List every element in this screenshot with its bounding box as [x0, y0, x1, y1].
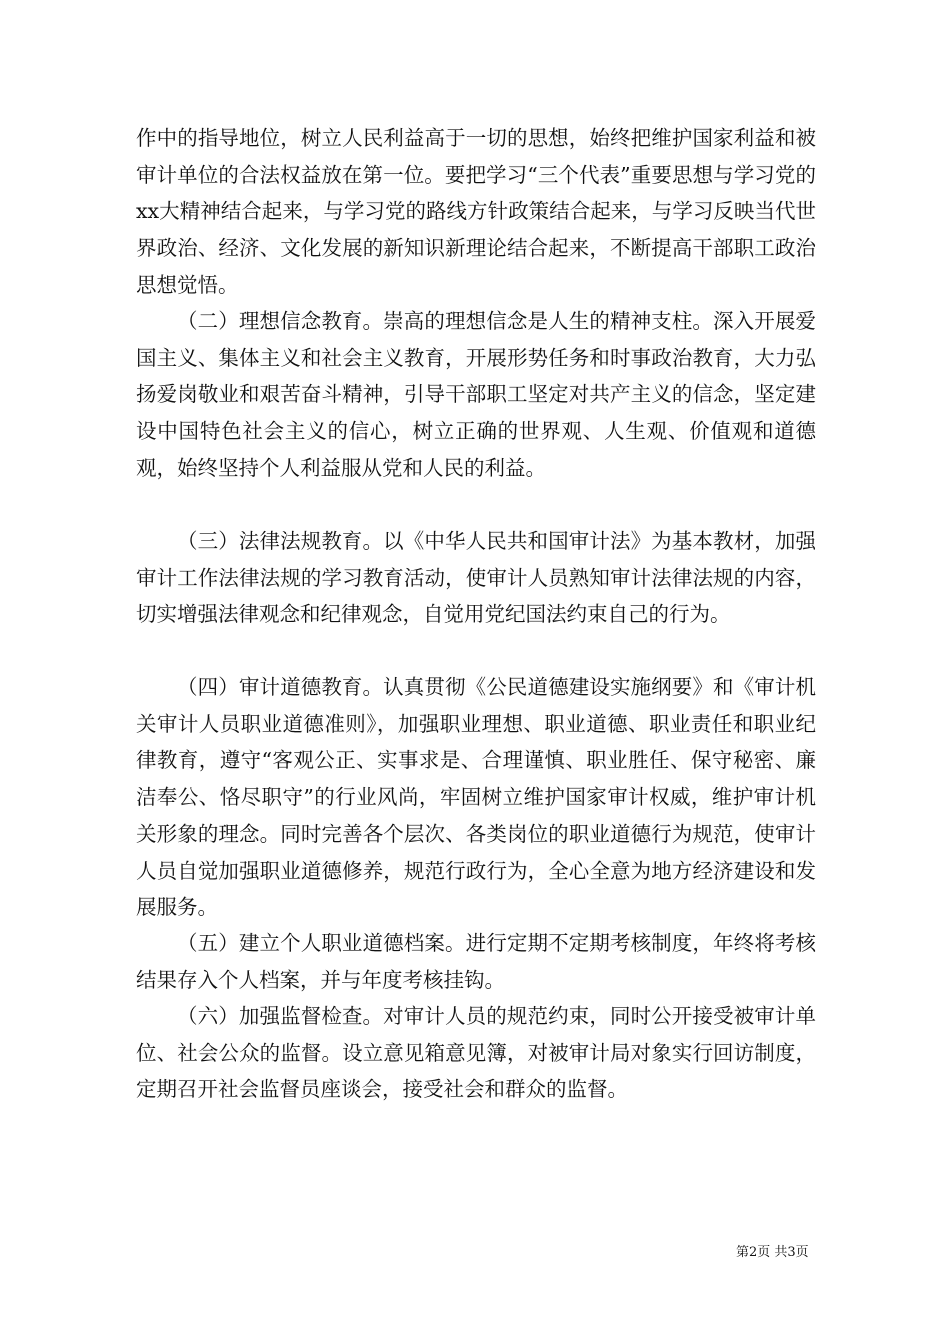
paragraph-2: （二）理想信念教育。崇高的理想信念是人生的精神支柱。深入开展爱国主义、集体主义和社会主义教育，开展形势任务和时事政治教育，大力弘扬爱岗敬业和艰苦奋斗精神，引导干部职工坚定对共产主义的信念，坚定建设中国特色社会主义的信心，树立正确的世界观、人生观、价值观和道德观，始终坚持个人利益服从党和人民的利益。: [136, 309, 816, 480]
paragraph-4: （四）审计道德教育。认真贯彻《公民道德建设实施纲要》和《审计机关审计人员职业道德准则》，加强职业理想、职业道德、职业责任和职业纪律教育，遵守“客观公正、实事求是、合理谨慎、职业胜任、保守秘密、廉洁奉公、恪尽职守”的行业风尚，牢固树立维护国家审计权威，维护审计机关形象的理念。同时完善各个层次、各类岗位的职业道德行为规范，使审计人员自觉加强职业道德修养，规范行政行为，全心全意为地方经济建设和发展服务。: [136, 675, 816, 920]
paragraph-6: （六）加强监督检查。对审计人员的规范约束，同时公开接受被审计单位、社会公众的监督。设立意见箱意见簿，对被审计局对象实行回访制度，定期召开社会监督员座谈会，接受社会和群众的监督。: [136, 1004, 816, 1102]
paragraph-1: 作中的指导地位，树立人民利益高于一切的思想，始终把维护国家利益和被审计单位的合法权益放在第一位。要把学习“三个代表”重要思想与学习党的xx大精神结合起来，与学习党的路线方针政策结合起来，与学习反映当代世界政治、经济、文化发展的新知识新理论结合起来，不断提高干部职工政治思想觉悟。: [136, 126, 816, 297]
paragraph-5: （五）建立个人职业道德档案。进行定期不定期考核制度，年终将考核结果存入个人档案，并与年度考核挂钩。: [136, 931, 816, 992]
page-number-footer: 第2页 共3页: [736, 1245, 809, 1260]
paragraph-3: （三）法律法规教育。以《中华人民共和国审计法》为基本教材，加强审计工作法律法规的学习教育活动，使审计人员熟知审计法律法规的内容，切实增强法律观念和纪律观念，自觉用党纪国法约束自己的行为。: [136, 529, 816, 627]
